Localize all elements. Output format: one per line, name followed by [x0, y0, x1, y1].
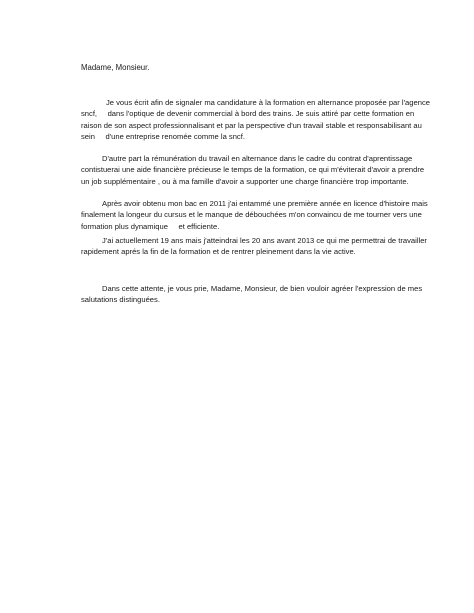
paragraph-age: [81, 235, 427, 258]
paragraph-line: D'autre part la rémunération du travail en alternance dans le cadre du contrat d'aprentissage: [102, 154, 413, 163]
paragraph-line: Je vous écrit afin de signaler ma candidature à la formation en alternance proposée par l'agence: [106, 98, 430, 107]
paragraph-line: un job supplémentaire , ou à ma famille d'avoir a supporter une charge financière trop importante.: [81, 176, 409, 186]
paragraph-remuneration: [81, 153, 425, 187]
paragraph-line: Dans cette attente, je vous prie, Madame, Monsieur, de bien vouloir agréer l'expression de mes: [102, 284, 423, 293]
paragraph-line: Après avoir obtenu mon bac en 2011 j'ai entammé une première année en licence d'histoire mais: [102, 199, 428, 208]
paragraph-line: finalement la longeur du cursus et le manque de débouchées m'on convaincu de me tourner vers une: [81, 210, 422, 220]
paragraph-line: formation plus dynamique et efficiente.: [81, 221, 220, 231]
paragraph-line: raison de son aspect professionnalisant et par la perspective d'un travail stable et responsabilisant au: [81, 120, 422, 130]
letter-salutation: Madame, Monsieur.: [81, 63, 150, 72]
paragraph-line: sncf, dans l'optique de devenir commercial à bord des trains. Je suis attiré par cette formation en: [81, 109, 415, 119]
paragraph-line: J'ai actuellement 19 ans mais j'atteindrai les 20 ans avant 2013 ce qui me permettrai de travailler: [102, 236, 427, 245]
paragraph-candidature: [81, 97, 430, 143]
paragraph-line: contistuerai une aide financière précieuse le temps de la formation, ce qui m'éviterait d'avoir a prendre: [81, 165, 425, 175]
paragraph-line: rapidement aprés la fin de la formation et de rentrer pleinement dans la vie active.: [81, 247, 356, 257]
paragraph-line: salutations distinguées.: [81, 295, 160, 305]
paragraph-closing: [81, 283, 423, 306]
paragraph-parcours: [81, 198, 428, 232]
paragraph-line: sein d'une entreprise renomée comme la sncf.: [81, 132, 245, 142]
